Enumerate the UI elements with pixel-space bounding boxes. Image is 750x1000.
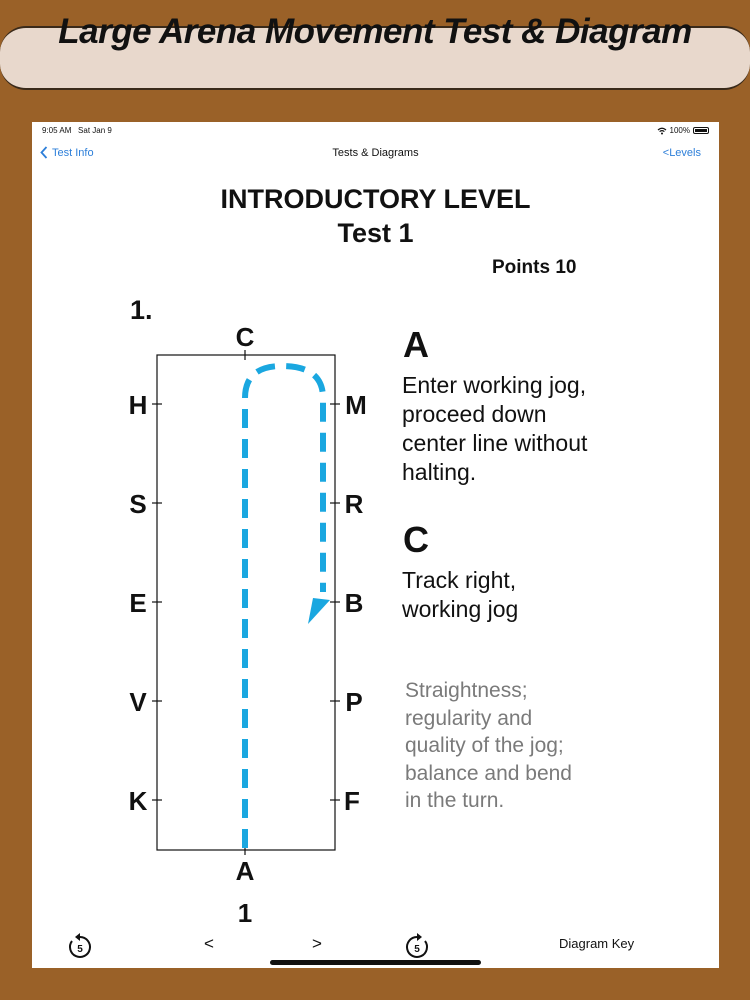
arena-letter-top: C [235, 322, 255, 352]
arena-letter-right: M [345, 390, 367, 420]
arena-letter-left: S [129, 489, 147, 519]
arena-letter-right: P [345, 687, 363, 717]
diagram-key-button[interactable]: Diagram Key [559, 936, 635, 951]
movement-number: 1. [130, 295, 153, 325]
previous-button[interactable]: < [204, 934, 214, 953]
movement-text-c: Track right, working jog [402, 567, 519, 622]
arena-letter-bottom: A [235, 856, 255, 886]
rewind-5-icon [65, 932, 95, 962]
arena-diagram [32, 122, 719, 968]
test-title: Test 1 [337, 218, 414, 248]
banner-title: Large Arena Movement Test & Diagram [58, 12, 692, 51]
points-label: Points 10 [492, 257, 577, 278]
path-arrowhead [308, 598, 330, 624]
arena-letter-left: K [128, 786, 148, 816]
levels-button[interactable]: <Levels [662, 147, 701, 159]
arena-number-bottom: 1 [237, 898, 253, 928]
movement-letter-a: A [403, 324, 429, 365]
movement-letter-c: C [403, 519, 429, 560]
arena-letter-right: R [344, 489, 364, 519]
arena-letter-right: F [344, 786, 360, 816]
home-indicator[interactable] [270, 960, 481, 965]
arena-letter-right: B [344, 588, 364, 618]
replay-back-button[interactable] [65, 932, 95, 967]
back-button-label: Test Info [52, 146, 94, 159]
replay-number: 5 [77, 944, 83, 955]
arena-letter-left: V [129, 687, 147, 717]
level-title: INTRODUCTORY LEVEL [220, 184, 531, 214]
arena-letter-left: H [128, 390, 148, 420]
forward-number: 5 [414, 944, 420, 955]
arena-letter-left: E [129, 588, 147, 618]
criteria-text: Straightness; regularity and quality of the jog; balance and bend in the turn. [405, 679, 572, 812]
tablet-screen [32, 122, 719, 968]
forward-5-icon [402, 932, 432, 962]
nav-title: Tests & Diagrams [332, 147, 419, 159]
status-time: 9:05 AM [42, 126, 72, 135]
status-date: Sat Jan 9 [78, 126, 112, 135]
battery-percent: 100% [669, 126, 690, 135]
movement-text-a: Enter working jog, proceed down center line without halting. [402, 372, 588, 485]
next-button[interactable]: > [312, 934, 322, 953]
